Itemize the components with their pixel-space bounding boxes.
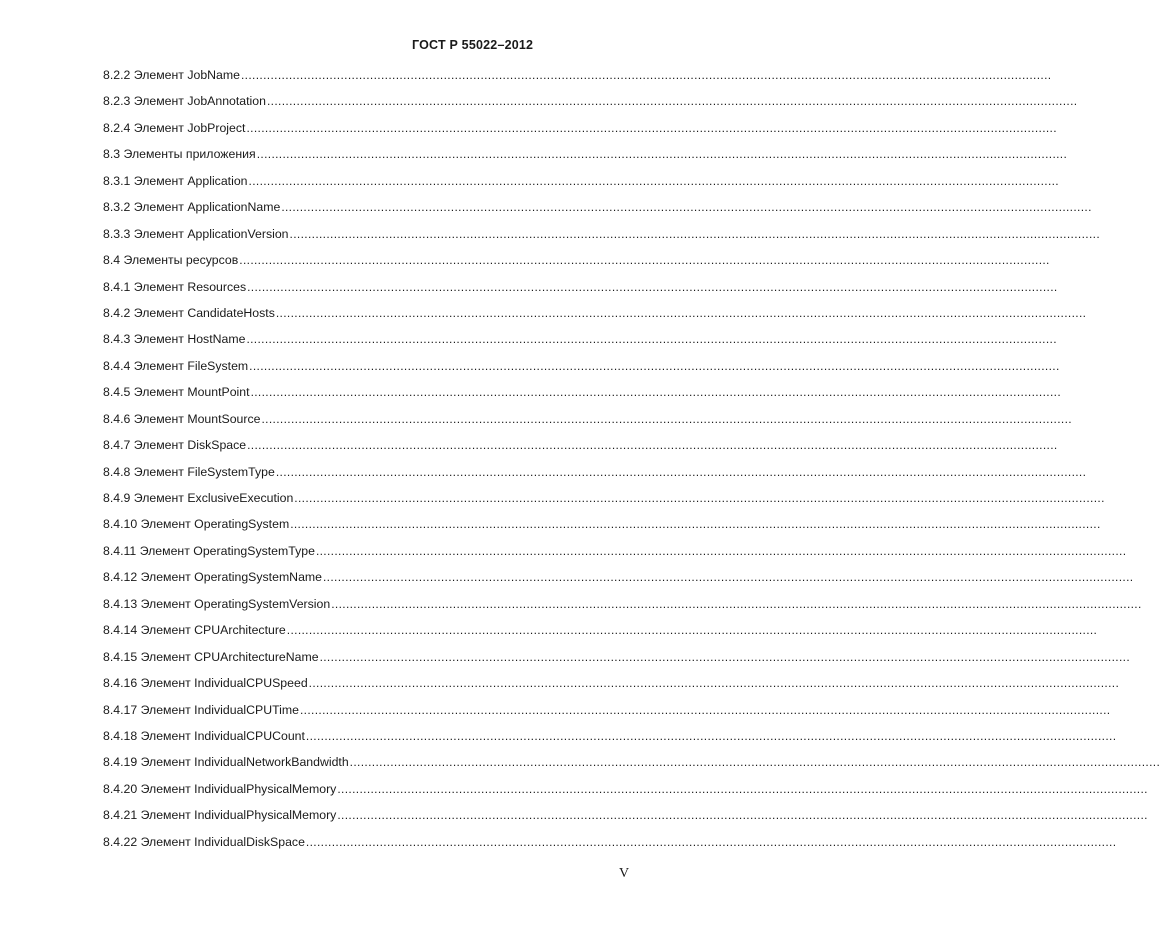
toc-entry-label: 8.4.11 Элемент OperatingSystemType [103,543,315,558]
toc-dot-leader: ............................................................................................................................................................................................................................ [337,781,1148,796]
toc-entry-label: 8.4.16 Элемент IndividualCPUSpeed [103,676,308,691]
toc-dot-leader: ............................................................................................................................................................................................................................ [308,676,1120,691]
toc-entry [103,200,1092,226]
toc-dot-leader: ............................................................................................................................................................................................................................ [248,173,1059,188]
toc-entry-label: 8.4.2 Элемент CandidateHosts [103,305,275,320]
toc-entry-label: 8.4.8 Элемент FileSystemType [103,464,275,479]
toc-entry [103,808,1148,834]
toc-entry [103,332,1057,358]
toc-entry [103,570,1134,596]
toc-entry [103,305,1087,332]
toc-dot-leader: ............................................................................................................................................................................................................................ [261,411,1072,426]
toc-entry-label: 8.4.5 Элемент MountPoint [103,385,250,400]
toc-entry-label: 8.4.3 Элемент HostName [103,332,246,347]
toc-dot-leader: ............................................................................................................................................................................................................................ [319,649,1131,664]
toc-entry [103,226,1101,253]
toc-entry-label: 8.3.1 Элемент Application [103,173,248,188]
toc-dot-leader: ............................................................................................................................................................................................................................ [247,438,1058,453]
toc-entry [103,755,1160,781]
toc-entry-label: 8.4.21 Элемент IndividualPhysicalMemory [103,808,337,823]
toc-entry [103,491,1105,517]
toc-entry [103,781,1148,808]
toc-entry [103,147,1068,173]
toc-entry-label: 8.4.22 Элемент IndividualDiskSpace [103,834,305,849]
toc-entry [103,279,1058,306]
toc-entry [103,411,1072,438]
toc-entry-label: 8.4 Элементы ресурсов [103,253,239,268]
toc-dot-leader: ............................................................................................................................................................................................................................ [299,702,1111,717]
toc-entry-label: 8.4.14 Элемент CPUArchitecture [103,623,286,638]
toc-entry [103,676,1120,702]
toc-dot-leader: ............................................................................................................................................................................................................................ [349,755,1160,770]
toc-entry-label: 8.2.4 Элемент JobProject [103,120,246,135]
toc-entry-label: 8.4.1 Элемент Resources [103,279,247,294]
toc-entry-label: 8.4.10 Элемент OperatingSystem [103,517,290,532]
toc-dot-leader: ............................................................................................................................................................................................................................ [294,491,1105,505]
toc-entry [103,834,1117,861]
toc-entry-label: 8.4.9 Элемент ExclusiveExecution [103,491,294,505]
toc-dot-leader: ............................................................................................................................................................................................................................ [247,279,1058,294]
toc-entry [103,173,1059,200]
toc-dot-leader: ............................................................................................................................................................................................................................ [305,728,1117,743]
toc-entry-label: 8.4.18 Элемент IndividualCPUCount [103,728,305,743]
toc-entry-label: 8.4.7 Элемент DiskSpace [103,438,247,453]
table-of-contents [103,68,1160,861]
toc-entry-label: 8.4.19 Элемент IndividualNetworkBandwidth [103,755,349,770]
toc-dot-leader: ............................................................................................................................................................................................................................ [315,543,1127,558]
toc-dot-leader: ............................................................................................................................................................................................................................ [239,253,1050,268]
toc-entry-label: 8.4.13 Элемент OperatingSystemVersion [103,596,331,611]
toc-entry [103,702,1111,729]
toc-dot-leader: ............................................................................................................................................................................................................................ [337,808,1148,823]
toc-entry-label: 8.2.3 Элемент JobAnnotation [103,94,266,109]
toc-entry [103,385,1062,411]
toc-entry [103,623,1098,649]
toc-dot-leader: ............................................................................................................................................................................................................................ [305,834,1117,849]
toc-dot-leader: ............................................................................................................................................................................................................................ [266,94,1078,109]
toc-entry [103,358,1060,385]
toc-dot-leader: ............................................................................................................................................................................................................................ [275,305,1087,320]
toc-entry [103,517,1101,543]
toc-entry [103,94,1078,120]
toc-entry [103,464,1087,491]
toc-entry [103,596,1142,623]
toc-entry-label: 8.3.3 Элемент ApplicationVersion [103,226,289,241]
document-header: ГОСТ Р 55022–2012 [412,38,534,52]
toc-entry-label: 8.4.15 Элемент CPUArchitectureName [103,649,319,664]
page-number: V [619,866,630,881]
toc-entry [103,120,1057,147]
toc-entry [103,438,1058,464]
toc-entry-label: 8.4.17 Элемент IndividualCPUTime [103,702,299,717]
toc-entry [103,68,1052,94]
toc-entry-label: 8.4.4 Элемент FileSystem [103,358,249,373]
toc-entry-label: 8.4.20 Элемент IndividualPhysicalMemory [103,781,337,796]
toc-dot-leader: ............................................................................................................................................................................................................................ [331,596,1142,611]
toc-entry-label: 8.4.12 Элемент OperatingSystemName [103,570,322,585]
toc-dot-leader: ............................................................................................................................................................................................................................ [286,623,1098,638]
toc-entry [103,728,1117,755]
toc-dot-leader: ............................................................................................................................................................................................................................ [249,358,1060,373]
toc-dot-leader: ............................................................................................................................................................................................................................ [246,332,1057,347]
toc-dot-leader: ............................................................................................................................................................................................................................ [240,68,1052,82]
toc-entry [103,543,1127,570]
toc-dot-leader: ............................................................................................................................................................................................................................ [322,570,1134,585]
toc-dot-leader: ............................................................................................................................................................................................................................ [281,200,1092,215]
toc-dot-leader: ............................................................................................................................................................................................................................ [250,385,1062,400]
toc-entry [103,649,1131,676]
toc-dot-leader: ............................................................................................................................................................................................................................ [256,147,1068,162]
toc-dot-leader: ............................................................................................................................................................................................................................ [275,464,1087,479]
toc-entry-label: 8.4.6 Элемент MountSource [103,411,261,426]
toc-entry-label: 8.3.2 Элемент ApplicationName [103,200,281,215]
toc-entry-label: 8.3 Элементы приложения [103,147,256,162]
toc-dot-leader: ............................................................................................................................................................................................................................ [289,226,1101,241]
toc-entry-label: 8.2.2 Элемент JobName [103,68,240,82]
toc-dot-leader: ............................................................................................................................................................................................................................ [246,120,1057,135]
toc-dot-leader: ............................................................................................................................................................................................................................ [290,517,1101,532]
toc-entry [103,253,1050,279]
